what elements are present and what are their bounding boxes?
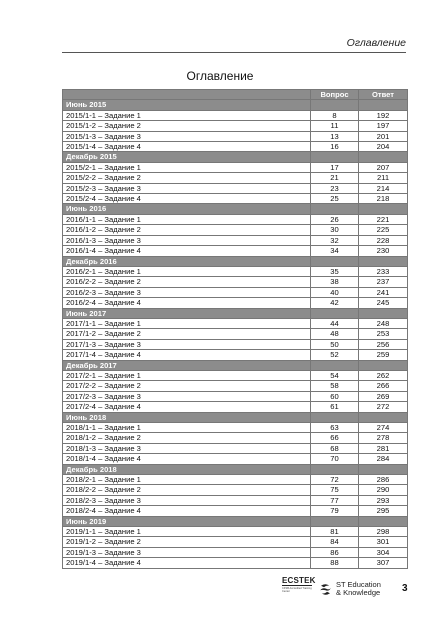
toc-entry-answer-page: 262	[359, 370, 408, 380]
toc-entry-question-page: 61	[311, 402, 359, 412]
toc-entry-answer-page: 272	[359, 402, 408, 412]
toc-section-label: Декабрь 2017	[63, 360, 311, 370]
toc-entry-row	[63, 475, 408, 485]
toc-entry-row	[63, 495, 408, 505]
toc-entry-name: 2016/2-3 – Задание 3	[63, 287, 311, 297]
ecstek-logo-subtitle: CFSB Accredited Training Center	[282, 587, 312, 593]
toc-entry-question-page: 23	[311, 183, 359, 193]
toc-section-blank	[359, 516, 408, 526]
toc-entry-row	[63, 298, 408, 308]
toc-entry-answer-page: 259	[359, 350, 408, 360]
toc-entry-name: 2015/1-1 – Задание 1	[63, 110, 311, 120]
toc-entry-answer-page: 211	[359, 173, 408, 183]
toc-entry-name: 2016/1-3 – Задание 3	[63, 235, 311, 245]
toc-section-blank	[311, 152, 359, 162]
toc-section-blank	[359, 464, 408, 474]
toc-entry-question-page: 70	[311, 454, 359, 464]
toc-entry-name: 2016/1-2 – Задание 2	[63, 225, 311, 235]
toc-entry-name: 2017/2-2 – Задание 2	[63, 381, 311, 391]
toc-entry-question-page: 44	[311, 318, 359, 328]
toc-header-blank	[63, 90, 311, 100]
toc-entry-name: 2015/2-3 – Задание 3	[63, 183, 311, 193]
toc-section-blank	[311, 100, 359, 110]
toc-entry-row	[63, 537, 408, 547]
page-title: Оглавление	[186, 69, 254, 83]
toc-entry-answer-page: 245	[359, 298, 408, 308]
toc-entry-row	[63, 287, 408, 297]
toc-entry-question-page: 52	[311, 350, 359, 360]
toc-entry-name: 2018/2-1 – Задание 1	[63, 475, 311, 485]
toc-section-label: Июнь 2015	[63, 100, 311, 110]
toc-entry-question-page: 16	[311, 142, 359, 152]
toc-entry-question-page: 26	[311, 214, 359, 224]
toc-entry-question-page: 38	[311, 277, 359, 287]
toc-entry-name: 2018/2-4 – Задание 4	[63, 506, 311, 516]
ecstek-logo-mark: ECSTEK	[282, 576, 316, 585]
toc-entry-answer-page: 197	[359, 121, 408, 131]
toc-entry-answer-page: 295	[359, 506, 408, 516]
toc-entry-name: 2018/1-1 – Задание 1	[63, 423, 311, 433]
toc-entry-answer-page: 256	[359, 339, 408, 349]
toc-entry-question-page: 79	[311, 506, 359, 516]
toc-section-blank	[311, 412, 359, 422]
toc-entry-answer-page: 214	[359, 183, 408, 193]
toc-entry-row	[63, 391, 408, 401]
st-brand-line2: & Knowledge	[336, 588, 381, 597]
toc-entry-name: 2017/1-3 – Задание 3	[63, 339, 311, 349]
toc-entry-name: 2016/1-4 – Задание 4	[63, 246, 311, 256]
toc-entry-question-page: 17	[311, 162, 359, 172]
toc-entry-question-page: 84	[311, 537, 359, 547]
toc-entry-name: 2018/1-4 – Задание 4	[63, 454, 311, 464]
toc-entry-name: 2015/1-3 – Задание 3	[63, 131, 311, 141]
toc-entry-question-page: 68	[311, 443, 359, 453]
ecstek-logo	[282, 576, 316, 596]
toc-entry-row	[63, 277, 408, 287]
toc-entry-row	[63, 454, 408, 464]
toc-entry-name: 2019/1-4 – Задание 4	[63, 558, 311, 568]
toc-entry-row	[63, 131, 408, 141]
toc-entry-name: 2016/2-4 – Задание 4	[63, 298, 311, 308]
toc-entry-row	[63, 350, 408, 360]
toc-section-row	[63, 152, 408, 162]
toc-entry-answer-page: 266	[359, 381, 408, 391]
toc-entry-row	[63, 443, 408, 453]
toc-entry-row	[63, 370, 408, 380]
toc-section-blank	[311, 516, 359, 526]
toc-entry-name: 2018/2-3 – Задание 3	[63, 495, 311, 505]
toc-entry-answer-page: 207	[359, 162, 408, 172]
toc-entry-row	[63, 194, 408, 204]
toc-entry-question-page: 48	[311, 329, 359, 339]
toc-section-row	[63, 308, 408, 318]
st-swirl-logo-icon	[318, 582, 333, 597]
toc-entry-answer-page: 293	[359, 495, 408, 505]
toc-entry-answer-page: 284	[359, 454, 408, 464]
toc-entry-question-page: 66	[311, 433, 359, 443]
toc-entry-name: 2017/2-1 – Задание 1	[63, 370, 311, 380]
toc-entry-question-page: 11	[311, 121, 359, 131]
toc-entry-name: 2018/1-3 – Задание 3	[63, 443, 311, 453]
toc-section-label: Декабрь 2015	[63, 152, 311, 162]
toc-entry-answer-page: 307	[359, 558, 408, 568]
toc-entry-question-page: 34	[311, 246, 359, 256]
toc-entry-row	[63, 485, 408, 495]
toc-entry-question-page: 32	[311, 235, 359, 245]
toc-entry-answer-page: 278	[359, 433, 408, 443]
toc-entry-row	[63, 402, 408, 412]
toc-entry-row	[63, 266, 408, 276]
running-header	[62, 37, 406, 53]
toc-section-blank	[359, 412, 408, 422]
toc-entry-name: 2019/1-2 – Задание 2	[63, 537, 311, 547]
toc-section-row	[63, 100, 408, 110]
toc-entry-row	[63, 214, 408, 224]
toc-entry-row	[63, 183, 408, 193]
running-header-title: Оглавление	[346, 37, 406, 49]
toc-entry-name: 2017/2-4 – Задание 4	[63, 402, 311, 412]
toc-section-label: Июнь 2018	[63, 412, 311, 422]
toc-section-blank	[359, 308, 408, 318]
toc-entry-row	[63, 318, 408, 328]
toc-entry-name: 2016/2-1 – Задание 1	[63, 266, 311, 276]
toc-entry-answer-page: 192	[359, 110, 408, 120]
toc-entry-question-page: 88	[311, 558, 359, 568]
toc-entry-answer-page: 218	[359, 194, 408, 204]
toc-entry-row	[63, 329, 408, 339]
toc-entry-question-page: 60	[311, 391, 359, 401]
toc-section-blank	[359, 256, 408, 266]
toc-entry-row	[63, 433, 408, 443]
toc-entry-name: 2017/1-4 – Задание 4	[63, 350, 311, 360]
toc-entry-answer-page: 201	[359, 131, 408, 141]
toc-entry-name: 2018/1-2 – Задание 2	[63, 433, 311, 443]
toc-entry-row	[63, 235, 408, 245]
toc-section-blank	[359, 360, 408, 370]
toc-table	[62, 89, 408, 569]
st-brand-line1: ST Education	[336, 579, 381, 589]
toc-entry-row	[63, 423, 408, 433]
toc-entry-row	[63, 558, 408, 568]
toc-entry-name: 2016/1-1 – Задание 1	[63, 214, 311, 224]
toc-entry-answer-page: 230	[359, 246, 408, 256]
toc-entry-answer-page: 290	[359, 485, 408, 495]
toc-section-blank	[311, 256, 359, 266]
toc-section-blank	[311, 360, 359, 370]
toc-entry-name: 2015/1-4 – Задание 4	[63, 142, 311, 152]
toc-section-row	[63, 516, 408, 526]
toc-entry-question-page: 13	[311, 131, 359, 141]
toc-entry-name: 2015/2-2 – Задание 2	[63, 173, 311, 183]
toc-entry-row	[63, 246, 408, 256]
toc-entry-question-page: 50	[311, 339, 359, 349]
toc-entry-answer-page: 241	[359, 287, 408, 297]
toc-section-label: Июнь 2016	[63, 204, 311, 214]
toc-entry-row	[63, 547, 408, 557]
st-brand-logo	[318, 578, 381, 600]
toc-section-blank	[311, 464, 359, 474]
toc-entry-answer-page: 269	[359, 391, 408, 401]
toc-entry-answer-page: 233	[359, 266, 408, 276]
toc-section-row	[63, 360, 408, 370]
toc-entry-question-page: 63	[311, 423, 359, 433]
toc-entry-name: 2015/2-4 – Задание 4	[63, 194, 311, 204]
toc-entry-question-page: 81	[311, 527, 359, 537]
toc-entry-answer-page: 248	[359, 318, 408, 328]
toc-entry-answer-page: 286	[359, 475, 408, 485]
toc-entry-row	[63, 381, 408, 391]
toc-entry-answer-page: 237	[359, 277, 408, 287]
toc-section-label: Июнь 2017	[63, 308, 311, 318]
toc-section-blank	[311, 308, 359, 318]
toc-entry-row	[63, 121, 408, 131]
toc-entry-answer-page: 298	[359, 527, 408, 537]
toc-section-blank	[359, 152, 408, 162]
toc-header-question: Вопрос	[311, 90, 359, 100]
toc-entry-row	[63, 506, 408, 516]
toc-entry-row	[63, 162, 408, 172]
toc-entry-answer-page: 204	[359, 142, 408, 152]
toc-entry-name: 2015/1-2 – Задание 2	[63, 121, 311, 131]
toc-entry-answer-page: 304	[359, 547, 408, 557]
toc-section-row	[63, 204, 408, 214]
toc-entry-answer-page: 253	[359, 329, 408, 339]
toc-entry-name: 2017/1-1 – Задание 1	[63, 318, 311, 328]
toc-entry-question-page: 54	[311, 370, 359, 380]
toc-section-blank	[359, 204, 408, 214]
toc-entry-answer-page: 281	[359, 443, 408, 453]
toc-entry-name: 2016/2-2 – Задание 2	[63, 277, 311, 287]
toc-section-row	[63, 464, 408, 474]
toc-entry-row	[63, 142, 408, 152]
toc-entry-question-page: 25	[311, 194, 359, 204]
toc-entry-row	[63, 110, 408, 120]
toc-section-label: Июнь 2019	[63, 516, 311, 526]
toc-entry-name: 2015/2-1 – Задание 1	[63, 162, 311, 172]
toc-entry-answer-page: 228	[359, 235, 408, 245]
toc-entry-name: 2019/1-3 – Задание 3	[63, 547, 311, 557]
toc-entry-question-page: 40	[311, 287, 359, 297]
toc-entry-row	[63, 225, 408, 235]
toc-section-label: Декабрь 2016	[63, 256, 311, 266]
toc-entry-question-page: 42	[311, 298, 359, 308]
page-number: 3	[402, 583, 408, 594]
toc-header-answer: Ответ	[359, 90, 408, 100]
toc-section-label: Декабрь 2018	[63, 464, 311, 474]
toc-entry-name: 2017/1-2 – Задание 2	[63, 329, 311, 339]
st-brand-text	[336, 581, 381, 598]
toc-entry-name: 2017/2-3 – Задание 3	[63, 391, 311, 401]
toc-entry-question-page: 77	[311, 495, 359, 505]
toc-entry-answer-page: 274	[359, 423, 408, 433]
toc-entry-question-page: 72	[311, 475, 359, 485]
toc-entry-row	[63, 339, 408, 349]
toc-section-row	[63, 256, 408, 266]
toc-entry-question-page: 21	[311, 173, 359, 183]
toc-entry-answer-page: 225	[359, 225, 408, 235]
toc-entry-question-page: 86	[311, 547, 359, 557]
toc-body	[63, 100, 408, 568]
toc-entry-question-page: 75	[311, 485, 359, 495]
toc-section-row	[63, 412, 408, 422]
toc-entry-question-page: 35	[311, 266, 359, 276]
toc-entry-name: 2018/2-2 – Задание 2	[63, 485, 311, 495]
toc-entry-question-page: 8	[311, 110, 359, 120]
toc-section-blank	[311, 204, 359, 214]
toc-section-blank	[359, 100, 408, 110]
toc-entry-answer-page: 301	[359, 537, 408, 547]
toc-entry-row	[63, 527, 408, 537]
toc-entry-question-page: 30	[311, 225, 359, 235]
toc-header-row	[63, 90, 408, 100]
toc-entry-row	[63, 173, 408, 183]
toc-entry-question-page: 58	[311, 381, 359, 391]
toc-entry-answer-page: 221	[359, 214, 408, 224]
toc-entry-name: 2019/1-1 – Задание 1	[63, 527, 311, 537]
